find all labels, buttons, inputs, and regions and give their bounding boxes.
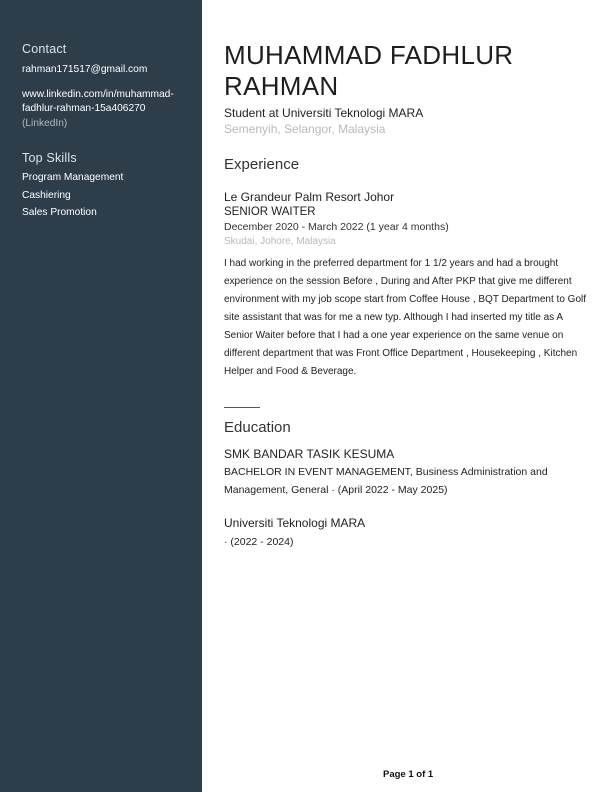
linkedin-link-line2[interactable]: fadhlur-rahman-15a406270 (22, 103, 146, 114)
linkedin-label: (LinkedIn) (22, 118, 68, 129)
sidebar (0, 0, 202, 792)
profile-headline: Student at Universiti Teknologi MARA (224, 106, 424, 120)
section-divider (224, 407, 260, 408)
experience-heading: Experience (224, 156, 300, 173)
education-heading: Education (224, 419, 291, 436)
education-degree-line1: BACHELOR IN EVENT MANAGEMENT, Business Administration and (224, 466, 548, 478)
skill-item: Program Management (22, 172, 124, 183)
experience-location: Skudai, Johore, Malaysia (224, 236, 336, 247)
education-school: Universiti Teknologi MARA (224, 516, 366, 530)
skill-item: Cashiering (22, 190, 71, 201)
profile-name (224, 40, 594, 102)
education-school: SMK BANDAR TASIK KESUMA (224, 447, 395, 461)
linkedin-link-line1[interactable]: www.linkedin.com/in/muhammad- (22, 89, 174, 100)
experience-company: Le Grandeur Palm Resort Johor (224, 190, 395, 204)
top-skills-heading: Top Skills (22, 151, 77, 165)
experience-dates: December 2020 - March 2022 (1 year 4 months) (224, 221, 449, 233)
experience-description: I had working in the preferred department for 1 1/2 years and had a brought experience on the session Before , During and After PKP that give me different environment with my job scope start from Coffee House , BQT Department to Golf site assistant that was for me a new typ. Although I had inserted my title as A Senior Waiter before that I had a one year experience on the same venue on different department that was Front Office Department , Housekeeping , Kitchen Helper and Food & Beverage. (224, 258, 587, 377)
email-link[interactable]: rahman171517@gmail.com (22, 64, 148, 75)
profile-name-line1: MUHAMMAD FADHLUR (224, 40, 514, 70)
experience-title: SENIOR WAITER (224, 206, 316, 218)
education-degree-line1: · (2022 - 2024) (224, 536, 294, 548)
skill-item: Sales Promotion (22, 207, 97, 218)
profile-location: Semenyih, Selangor, Malaysia (224, 122, 386, 136)
contact-heading: Contact (22, 42, 67, 56)
education-degree-line2: Management, General · (April 2022 - May 2025) (224, 484, 448, 496)
page-number: Page 1 of 1 (383, 769, 434, 780)
profile-name-line2: RAHMAN (224, 71, 339, 101)
